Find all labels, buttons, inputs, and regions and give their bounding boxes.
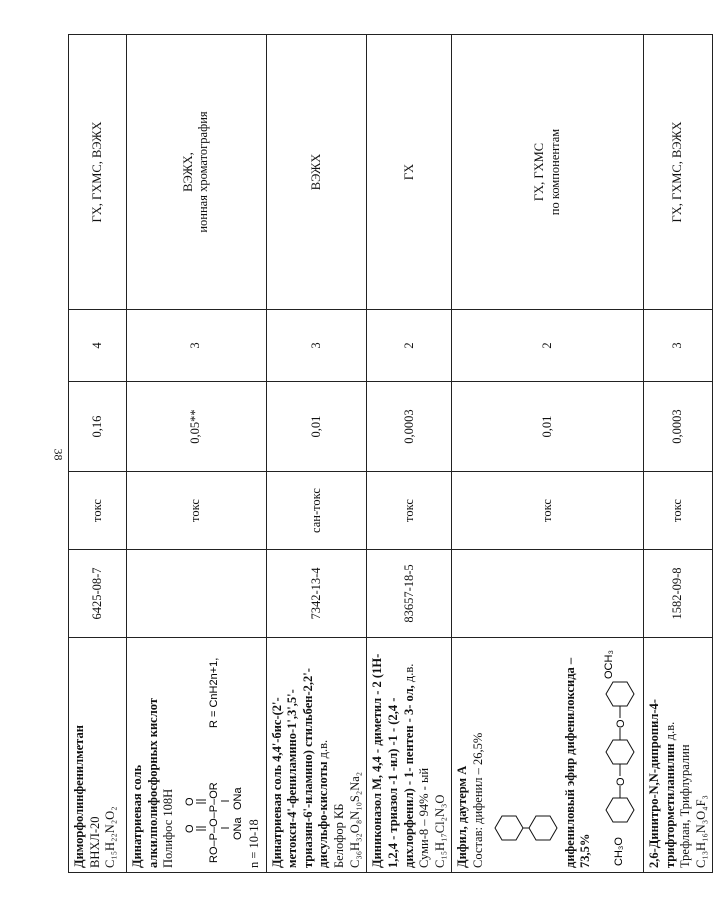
table-row (643, 35, 713, 873)
method-line: ГХ, ГХМС (532, 142, 546, 202)
svg-text:CH₃O: CH₃O (612, 837, 625, 866)
chemical-formula: C₁₅H₁₇Cl₂N₃O (432, 794, 447, 868)
hazard-indicator: токс (367, 472, 452, 550)
analysis-methods: ВЭЖХ (266, 35, 367, 310)
hazard-class: 2 (452, 310, 644, 382)
cas-number: 7342-13-4 (266, 550, 367, 638)
substances-table (68, 34, 713, 873)
chemical-formula: C₃₆H₃₂O₈N₁₀S₂Na₂ (347, 771, 362, 868)
analysis-methods: ГХ, ГХМС, ВЭЖХ (69, 35, 127, 310)
svg-text:O: O (183, 824, 196, 833)
method-line: ионная хроматография (196, 111, 211, 233)
hazard-class: 2 (367, 310, 452, 382)
table-row (69, 35, 127, 873)
active-substance-mark: д.в. (662, 721, 677, 741)
svg-text:ONa: ONa (231, 787, 244, 810)
composition-label: Состав: (471, 827, 485, 868)
cas-number (452, 550, 644, 638)
substance-name: Диниконазол М, 4,4 - диметил - 2 (1Н- 1,2,4 - триазол -1 -ил) -1 - (2,4 - дихлорфенил) - 1- пентен - 3- ол, (370, 653, 416, 868)
limit-value: 0,0003 (643, 382, 713, 472)
hazard-class: 4 (69, 310, 127, 382)
trade-name: ВНХЛ-20 (87, 816, 102, 868)
cas-number: 1582-09-8 (643, 550, 713, 638)
substance-name: Диморфолинфенилметан (72, 725, 86, 868)
analysis-methods (127, 35, 267, 310)
cas-number: 83657-18-5 (367, 550, 452, 638)
trade-name: Суми-8 – 94% - ый (417, 767, 432, 868)
table-row (367, 35, 452, 873)
trade-name: Трефлан, Трифлуралин (678, 744, 693, 868)
limit-value: 0,01 (452, 382, 644, 472)
limit-value: 0,0003 (367, 382, 452, 472)
component-line: дифениловый эфир дифенилоксида – 73,5% (562, 657, 593, 868)
hazard-indicator: токс (643, 472, 713, 550)
n-range: n = 10-18 (246, 819, 261, 868)
limit-value: 0,01 (266, 382, 367, 472)
hazard-class: 3 (643, 310, 713, 382)
hazard-class: 3 (266, 310, 367, 382)
active-substance-mark: д.в. (401, 663, 416, 683)
biphenyl-structure-diagram (491, 643, 561, 868)
svg-text:ONa: ONa (231, 817, 244, 840)
substance-cell (367, 638, 452, 873)
substance-cell (69, 638, 127, 873)
component-line: дифенил – 26,5% (471, 732, 485, 824)
hazard-indicator: токс (452, 472, 644, 550)
analysis-methods: ГХ (367, 35, 452, 310)
svg-text:O: O (614, 719, 627, 728)
limit-value: 0,16 (69, 382, 127, 472)
table-row (127, 35, 267, 873)
limit-value: 0,05** (127, 382, 267, 472)
svg-text:RO–P–O–P–OR: RO–P–O–P–OR (207, 782, 220, 863)
table-row (452, 35, 644, 873)
svg-text:OCH₃: OCH₃ (602, 650, 615, 679)
hazard-indicator: сан-токс (266, 472, 367, 550)
cas-number (127, 550, 267, 638)
page-number: 38 (51, 448, 66, 461)
hazard-indicator: токс (127, 472, 267, 550)
substance-cell (266, 638, 367, 873)
substance-cell (452, 638, 644, 873)
hazard-indicator: токс (69, 472, 127, 550)
active-substance-mark: д.в. (316, 739, 331, 759)
method-line: ВЭЖХ, (180, 152, 195, 192)
phosphate-structure-diagram (181, 643, 245, 868)
chemical-formula: C₁₅H₂₂N₂O₂ (103, 806, 118, 868)
ether-structure-diagram (598, 643, 638, 868)
method-line: по компонентам (547, 128, 562, 216)
trade-name: Белофор КБ (332, 803, 346, 868)
svg-text:R = CnH2n+1,: R = CnH2n+1, (207, 657, 220, 728)
substance-cell (643, 638, 713, 873)
svg-text:O: O (614, 777, 627, 786)
rotated-table-wrapper (68, 35, 708, 873)
svg-text:O: O (183, 797, 196, 806)
hazard-class: 3 (127, 310, 267, 382)
trade-name: Полифос 108Н (161, 788, 176, 868)
analysis-methods (452, 35, 644, 310)
substance-cell (127, 638, 267, 873)
substance-name: 2,6-Динитро-N,N-дипропил-4-трифторметиланилин (646, 699, 677, 868)
substance-name: Динатриевая соль 4,4'-бис-(2'-метокси-4'-фениламино-1',3',5'-триазин-6'-иламино) стильбен-2,2'-дисульфо-кислоты (269, 668, 331, 868)
substance-name: Дифил, даутерм А (455, 765, 470, 868)
substance-name: Динатриевая соль алкилполифосфорных кислот (130, 698, 160, 868)
cas-number: 6425-08-7 (69, 550, 127, 638)
table-row (266, 35, 367, 873)
chemical-formula: C₁₃H₁₆N₃O₄F₃ (693, 795, 708, 868)
analysis-methods: ГХ, ГХМС, ВЭЖХ (643, 35, 713, 310)
